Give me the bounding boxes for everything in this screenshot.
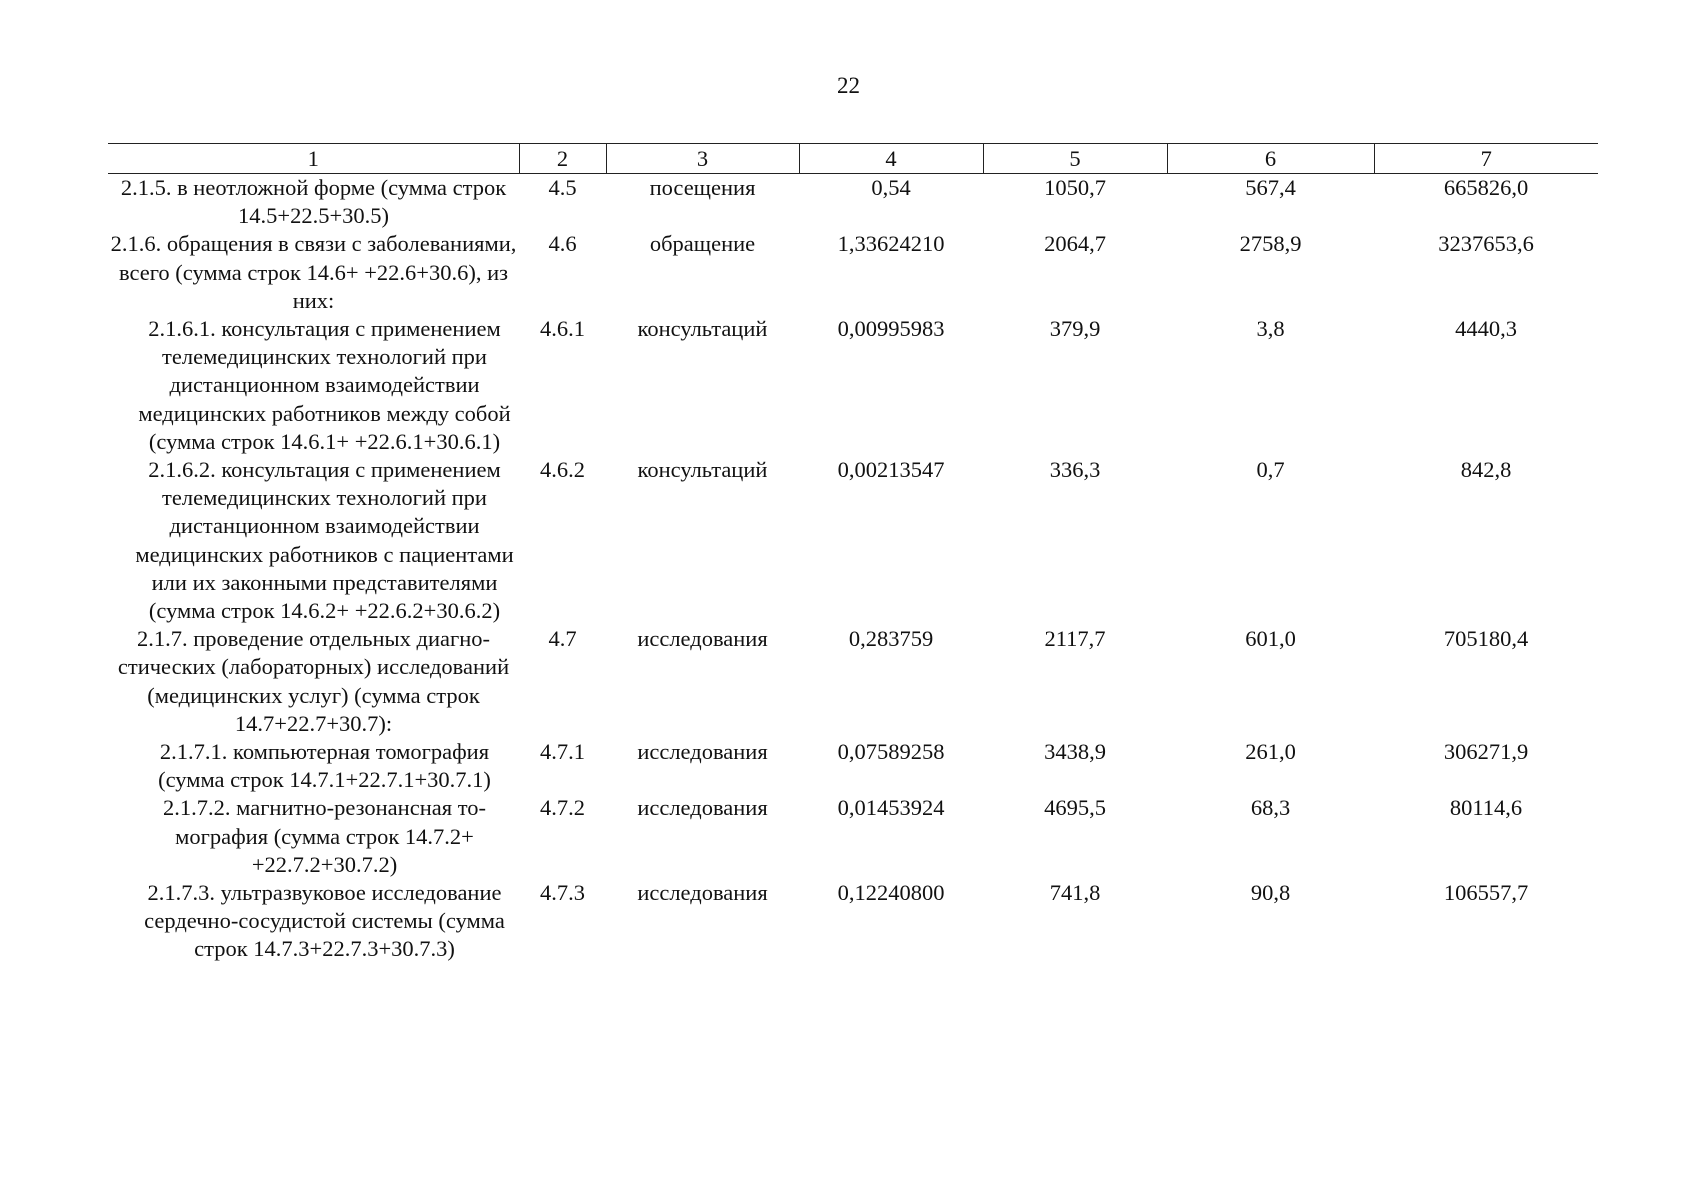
row-value-5: 379,9 xyxy=(1049,316,1101,342)
table-body xyxy=(108,174,1598,964)
row-value-6: 90,8 xyxy=(1250,880,1291,906)
row-description: 2.1.5. в неотложной форме (сумма строк 14.5+22.5+30.5) xyxy=(120,175,507,229)
column-header: 1 xyxy=(108,144,519,174)
row-value-5: 4695,5 xyxy=(1044,795,1106,821)
table-row xyxy=(108,456,1598,625)
row-description: 2.1.6.1. консультация с применением телемедицинских технологий при дистанционном взаимодействии медицинских работников между собой (сумма строк 14.6.1+ +22.6.1+30.6.1) xyxy=(138,316,511,454)
column-header: 6 xyxy=(1167,144,1374,174)
row-value-6: 68,3 xyxy=(1250,795,1291,821)
row-unit: исследования xyxy=(637,880,768,906)
row-value-4: 1,33624210 xyxy=(837,231,945,257)
row-value-4: 0,12240800 xyxy=(837,880,945,906)
row-value-4: 0,54 xyxy=(871,175,911,200)
row-value-4: 0,01453924 xyxy=(837,795,945,821)
row-description: 2.1.7.2. магнитно-резонансная томография (сумма строк 14.7.2+ +22.7.2+30.7.2) xyxy=(163,795,486,877)
row-value-4: 0,283759 xyxy=(848,626,934,652)
row-description: 2.1.6. обращения в связи с заболеваниями, всего (сумма строк 14.6+ +22.6+30.6), из них: xyxy=(110,231,517,313)
table-row xyxy=(108,315,1598,456)
row-code: 4.6.1 xyxy=(540,316,585,342)
row-description: 2.1.7. проведение отдельных диагностических (лабораторных) исследований (медицинских услуг) (сумма строк 14.7+22.7+30.7): xyxy=(117,626,510,736)
row-value-5: 3438,9 xyxy=(1044,739,1106,765)
row-value-5: 741,8 xyxy=(1049,880,1101,906)
row-value-7: 106557,7 xyxy=(1443,880,1529,906)
row-value-5: 336,3 xyxy=(1049,457,1101,483)
row-code: 4.6.2 xyxy=(540,457,585,483)
row-unit: исследования xyxy=(637,739,768,765)
row-unit: посещения xyxy=(649,175,756,200)
row-code: 4.7.2 xyxy=(540,795,585,821)
column-header: 7 xyxy=(1374,144,1598,174)
row-value-6: 601,0 xyxy=(1245,626,1296,652)
table-row xyxy=(108,794,1598,879)
row-description: 2.1.6.2. консультация с применением телемедицинских технологий при дистанционном взаимодействии медицинских работников с пациентами или их законными представителями (сумма строк 14.6.2+ +22.6.2+30.6.2) xyxy=(135,457,514,624)
column-header: 2 xyxy=(519,144,606,174)
row-code: 4.7 xyxy=(548,626,577,652)
row-description: 2.1.7.3. ультразвуковое исследование сердечно-сосудистой системы (сумма строк 14.7.3+22.7.3+30.7.3) xyxy=(144,880,505,962)
column-header: 5 xyxy=(983,144,1167,174)
row-unit: консультаций xyxy=(637,457,768,483)
page-number: 22 xyxy=(837,73,860,98)
row-value-5: 2064,7 xyxy=(1044,231,1106,257)
table-row xyxy=(108,738,1598,794)
row-value-6: 261,0 xyxy=(1245,739,1296,765)
row-unit: обращение xyxy=(649,231,756,257)
row-value-7: 842,8 xyxy=(1460,457,1512,483)
row-value-7: 665826,0 xyxy=(1443,175,1529,200)
row-value-7: 306271,9 xyxy=(1443,739,1529,765)
row-value-7: 3237653,6 xyxy=(1438,231,1534,257)
row-value-4: 0,07589258 xyxy=(837,739,945,765)
column-header: 4 xyxy=(799,144,983,174)
row-unit: консультаций xyxy=(637,316,768,342)
row-code: 4.6 xyxy=(548,231,577,257)
row-value-6: 567,4 xyxy=(1245,175,1296,200)
row-description: 2.1.7.1. компьютерная томография (сумма строк 14.7.1+22.7.1+30.7.1) xyxy=(158,739,491,793)
row-value-6: 3,8 xyxy=(1256,316,1285,342)
row-code: 4.7.3 xyxy=(540,880,585,906)
row-value-4: 0,00213547 xyxy=(837,457,945,483)
row-code: 4.7.1 xyxy=(540,739,585,765)
row-value-6: 2758,9 xyxy=(1239,231,1302,257)
data-table xyxy=(108,143,1598,964)
row-value-5: 2117,7 xyxy=(1044,626,1106,652)
row-value-7: 4440,3 xyxy=(1455,316,1517,342)
row-value-4: 0,00995983 xyxy=(837,316,945,342)
row-unit: исследования xyxy=(637,795,768,821)
row-unit: исследования xyxy=(637,626,768,652)
row-value-5: 1050,7 xyxy=(1044,175,1106,200)
row-code: 4.5 xyxy=(548,175,577,200)
table-row xyxy=(108,625,1598,738)
row-value-7: 80114,6 xyxy=(1449,795,1523,821)
header-row xyxy=(108,144,1598,174)
table-row xyxy=(108,879,1598,964)
row-value-7: 705180,4 xyxy=(1443,626,1529,652)
table-row xyxy=(108,230,1598,315)
table-row xyxy=(108,174,1598,231)
row-value-6: 0,7 xyxy=(1256,457,1285,483)
column-header: 3 xyxy=(606,144,799,174)
